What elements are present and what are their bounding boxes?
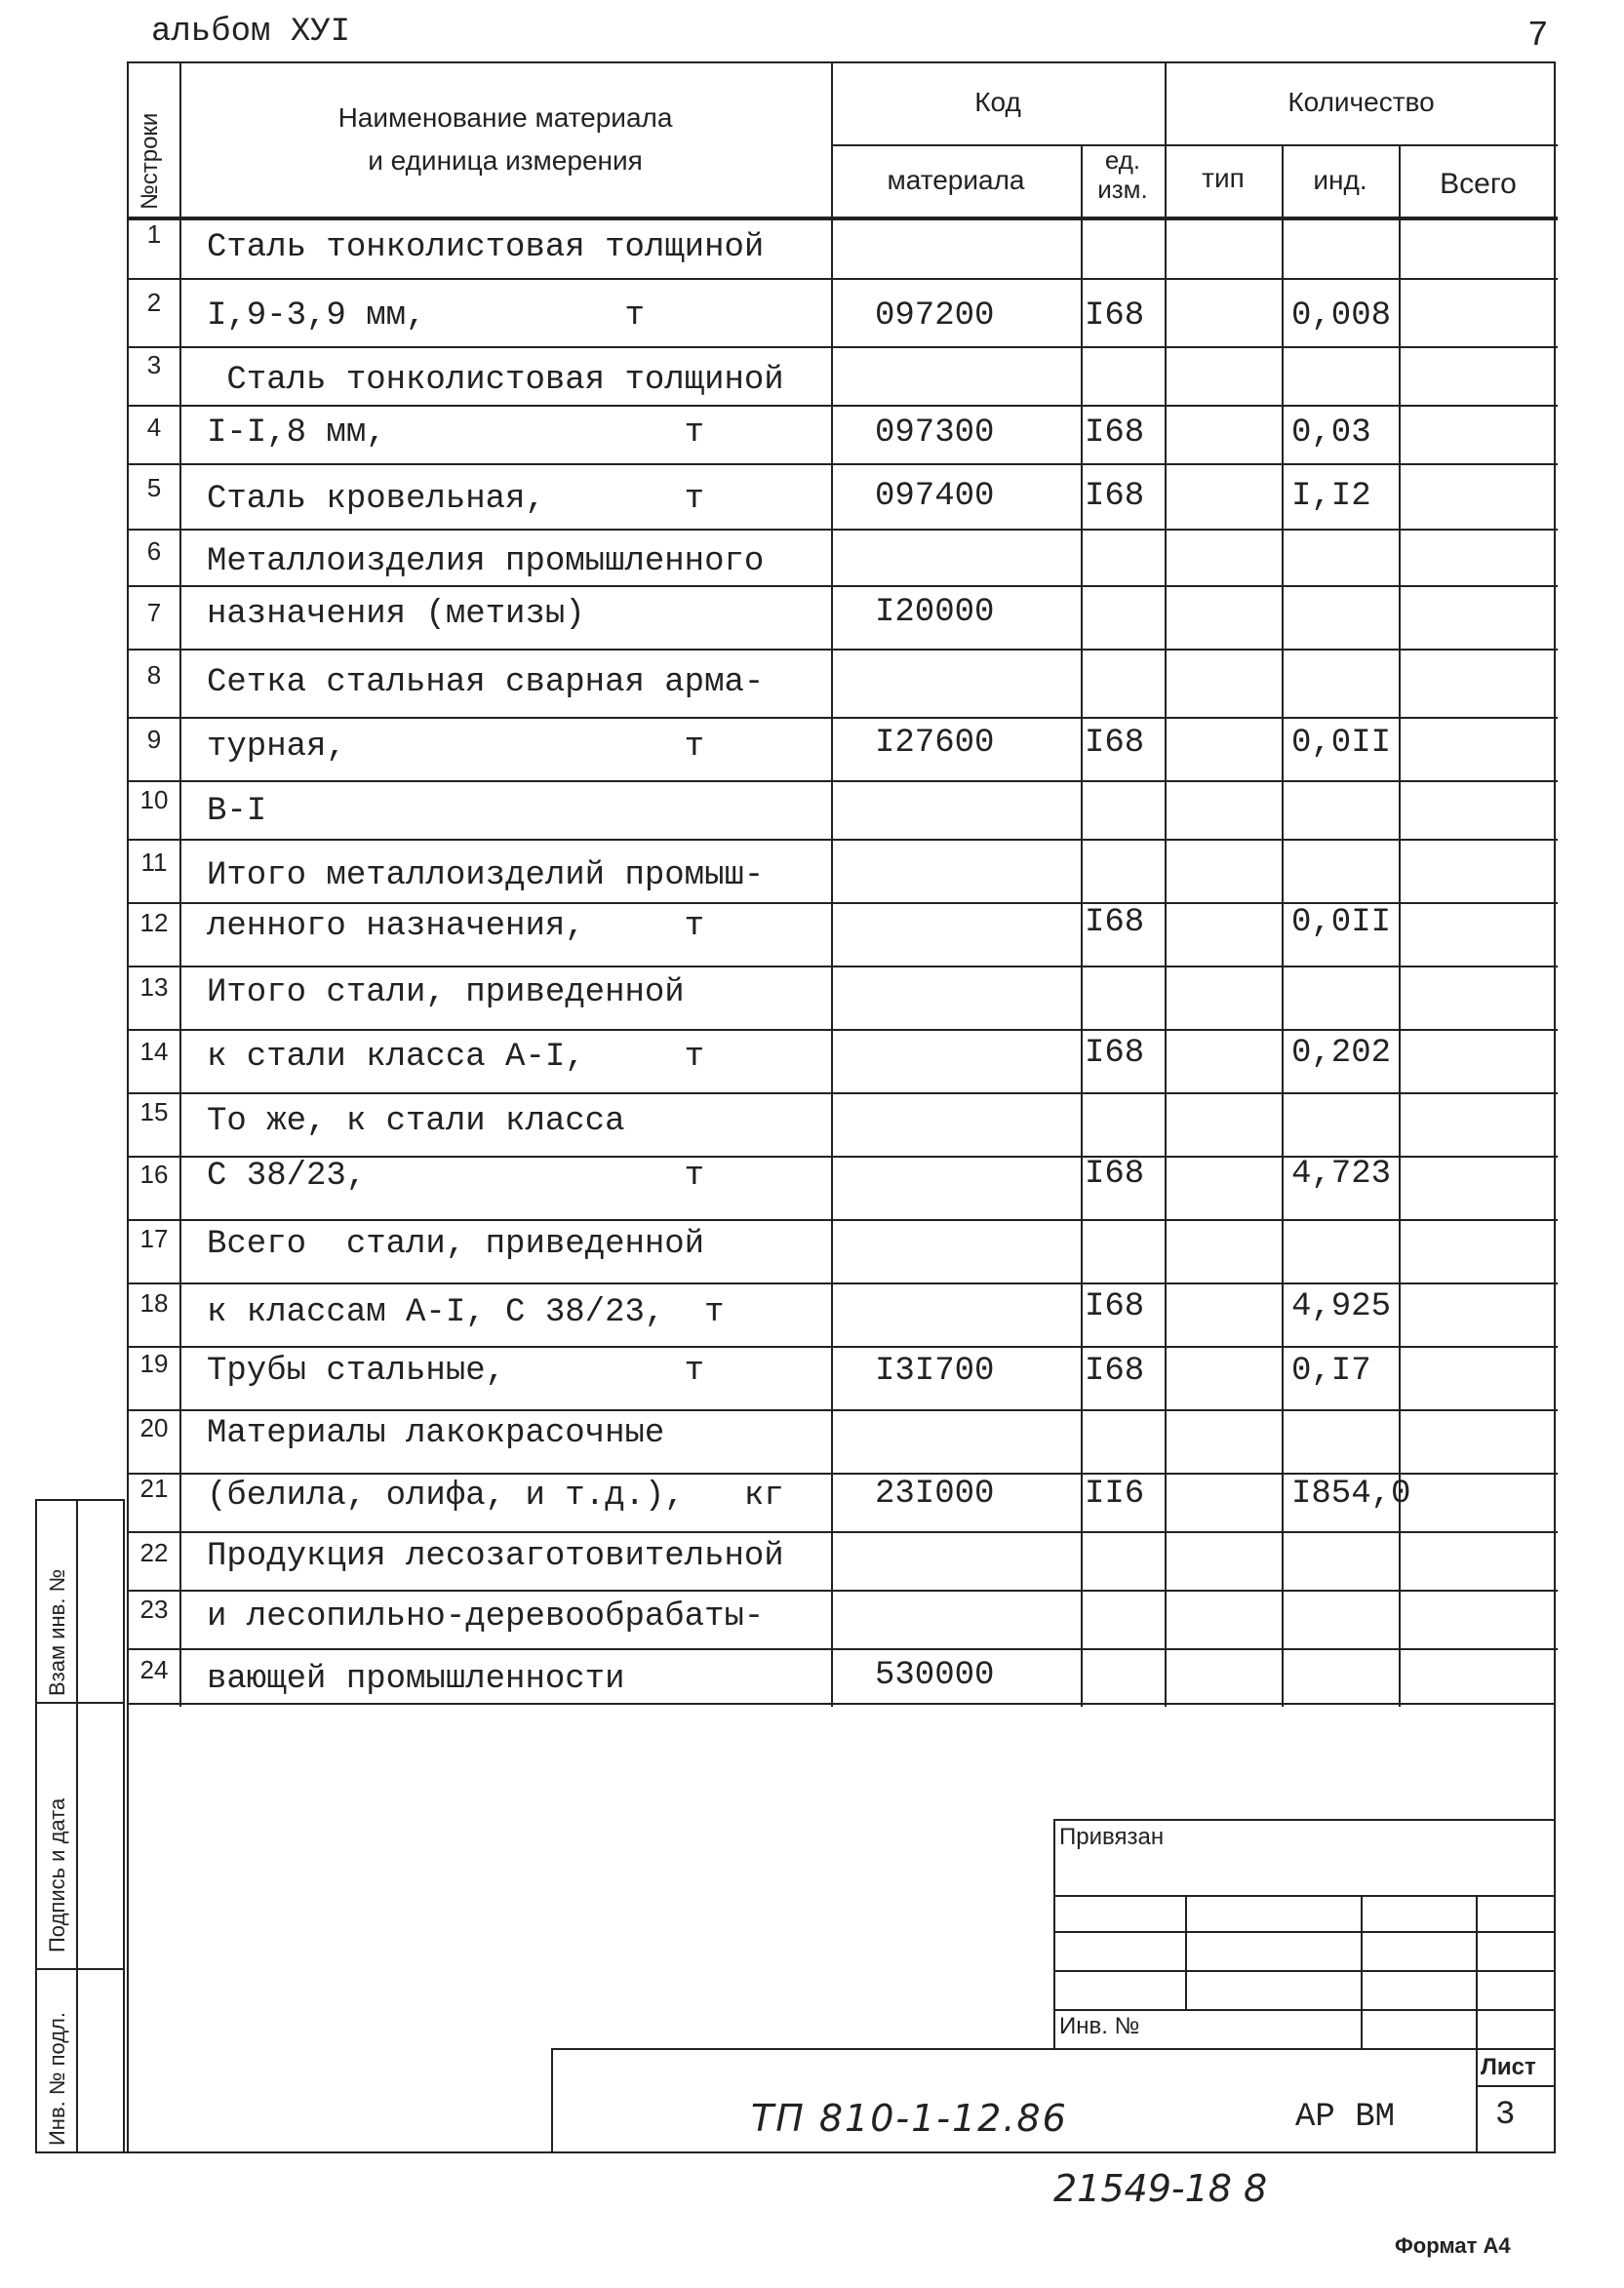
ind-quantity: 0,0II [1291,904,1392,941]
material-code: I3I700 [875,1353,995,1390]
row-number: 2 [146,288,162,317]
material-name: Сталь тонколистовая толщиной [207,229,765,266]
ind-quantity: 4,925 [1291,1288,1392,1325]
material-name: турная, т [207,729,705,766]
material-name: I,9-3,9 мм, т [207,297,645,335]
material-name: I-I,8 мм, т [207,414,705,452]
ind-quantity: 0,I7 [1291,1353,1371,1390]
row-number: 22 [139,1538,169,1567]
material-code: 097300 [875,414,995,452]
sheet-label: Лист [1481,2054,1536,2080]
row-number: 8 [146,660,162,690]
row-number: 19 [139,1349,169,1378]
material-name: Всего стали, приведенной [207,1226,705,1263]
unit-code: I68 [1085,904,1145,941]
row-number: 10 [139,785,169,814]
row-number: 4 [146,413,162,442]
material-name: В-I [207,793,267,830]
material-name: Сталь тонколистовая толщиной [207,362,784,399]
name-header-line1: Наименование материала [337,102,673,133]
format-label: Формат А4 [1395,2233,1511,2258]
material-name: ленного назначения, т [207,908,705,945]
material-code: 530000 [875,1657,995,1694]
ind-quantity: I,I2 [1291,478,1371,515]
material-name: Материалы лакокрасочные [207,1415,665,1452]
name-header-line2: и единица измерения [368,145,643,176]
unit-code: I68 [1085,1353,1145,1390]
unit-code: I68 [1085,1035,1145,1072]
material-name: Продукция лесозаготовительной [207,1538,784,1575]
material-code: 097400 [875,478,995,515]
row-number: 3 [146,350,162,379]
material-header: материала [887,165,1025,195]
document-code: ТП 810-1-12.86 [751,2097,1068,2140]
unit-code: I68 [1085,1156,1145,1193]
ind-quantity: I854,0 [1291,1476,1411,1513]
material-name: То же, к стали класса [207,1103,625,1140]
unit-code: II6 [1085,1476,1145,1513]
row-number: 1 [146,219,162,249]
material-code: 097200 [875,297,995,335]
side-box-vzam [35,1499,125,1704]
album-label: альбом ХУI [151,14,351,51]
row-number: 12 [139,908,169,937]
row-number: 5 [146,473,162,502]
page-number: 7 [1527,16,1549,56]
row-number: 6 [146,536,162,566]
material-name: Трубы стальные, т [207,1353,705,1390]
ind-quantity: 0,008 [1291,297,1392,335]
handwritten-number: 21549-18 8 [1053,2167,1268,2210]
type-header: тип [1202,163,1245,193]
material-name: вающей промышленности [207,1661,625,1698]
ind-quantity: 0,03 [1291,414,1371,452]
row-number: 16 [139,1160,169,1189]
privyazan-label: Привязан [1059,1824,1165,1850]
row-number: 13 [139,972,169,1002]
total-header: Всего [1440,168,1517,200]
row-number: 17 [139,1224,169,1253]
material-name: к классам А-I, С 38/23, т [207,1294,725,1331]
row-number: 15 [139,1097,169,1126]
side-box-inv [35,1968,125,2153]
side-label-inv: Инв. № подл. [45,2011,69,2146]
material-code: 23I000 [875,1476,995,1513]
row-number: 23 [139,1595,169,1624]
material-name: Сетка стальная сварная арма- [207,664,765,701]
material-name: назначения (метизы) [207,596,585,633]
side-label-signature: Подпись и дата [45,1797,69,1953]
ind-quantity: 0,202 [1291,1035,1392,1072]
quantity-header: Количество [1287,87,1435,117]
side-box-signature [35,1702,125,1970]
material-name: к стали класса А-I, т [207,1039,705,1076]
section-code: АР ВМ [1295,2099,1396,2136]
material-name: и лесопильно-деревообрабаты- [207,1598,765,1636]
materials-table [127,61,1556,1705]
code-header: Код [974,87,1021,117]
row-number: 7 [146,598,162,627]
material-code: I20000 [875,594,995,631]
row-number: 9 [146,725,162,754]
row-number: 11 [140,848,168,877]
row-number: 14 [139,1037,169,1066]
row-number: 18 [139,1288,169,1318]
row-number: 24 [139,1655,169,1684]
material-name: Итого металлоизделий промыш- [207,857,765,894]
ind-header: инд. [1313,165,1367,195]
side-label-vzam: Взам инв. № [45,1568,69,1696]
sheet-number: 3 [1495,2097,1516,2134]
unit-header-line2: изм. [1097,175,1148,204]
material-name: (белила, олифа, и т.д.), кг [207,1478,784,1515]
row-number-header: №строки [137,112,163,210]
unit-header-line1: ед. [1104,145,1141,175]
unit-code: I68 [1085,725,1145,762]
unit-code: I68 [1085,1288,1145,1325]
material-name: Металлоизделия промышленного [207,543,765,580]
material-code: I27600 [875,725,995,762]
material-name: Итого стали, приведенной [207,974,685,1011]
row-number: 21 [139,1474,169,1503]
material-name: С 38/23, т [207,1158,705,1195]
material-name: Сталь кровельная, т [207,481,705,518]
unit-code: I68 [1085,414,1145,452]
row-number: 20 [139,1413,169,1442]
unit-code: I68 [1085,297,1145,335]
ind-quantity: 0,0II [1291,725,1392,762]
ind-quantity: 4,723 [1291,1156,1392,1193]
unit-code: I68 [1085,478,1145,515]
inv-no-label: Инв. № [1059,2013,1140,2039]
